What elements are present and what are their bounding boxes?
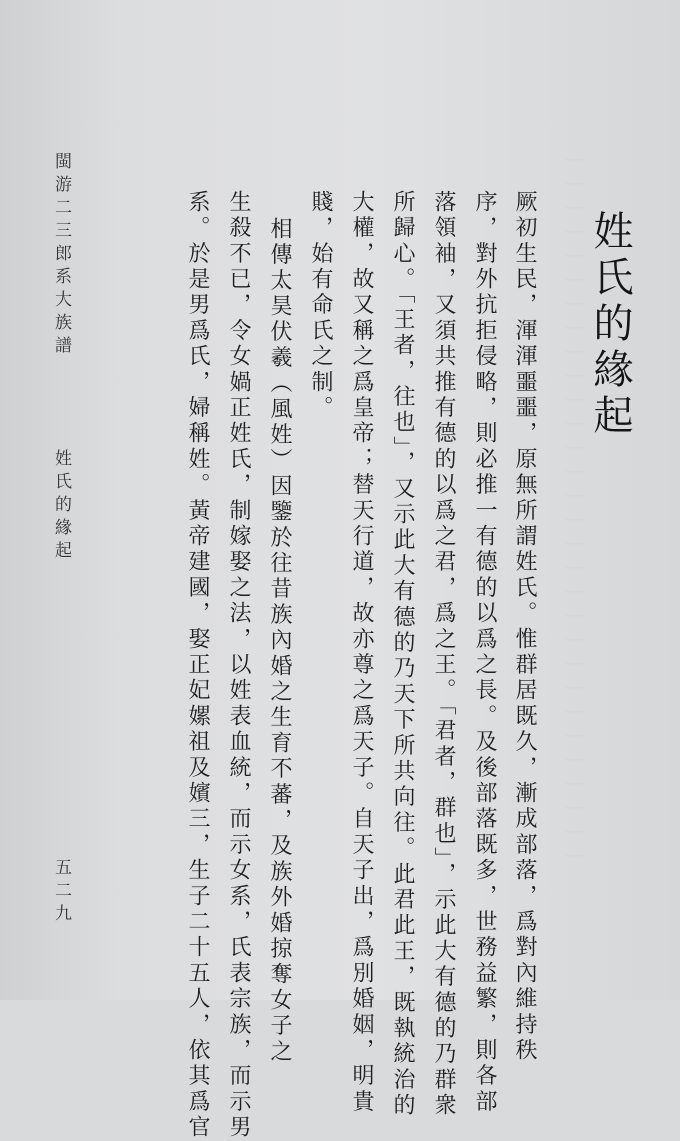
book-title: 閩游二三郎系大族譜: [51, 152, 71, 359]
body-column-4: 所歸心。「王者，往也」，又示此大有德的乃天下所共向往。此君此王，既執統治的: [390, 190, 415, 1119]
body-column-6: 賤，始有命氏之制。: [308, 190, 333, 422]
body-column-9: 系。於是男爲氏，婦稱姓。黃帝建國，娶正妃嫘祖及嬪三，生子二十五人，依其爲官: [185, 190, 210, 1141]
body-column-1: 厥初生民，渾渾噩噩，原無所謂姓氏。惟群居既久，漸成部落，爲對內維持秩: [512, 190, 537, 1064]
body-column-2: 序，對外抗拒侵略，則必推一有德的以爲之長。及後部落既多，世務益繁，則各部: [472, 190, 497, 1116]
body-column-5: 大權，故又稱之爲皇帝；替天行道，故亦尊之爲天子。自天子出，爲別婚姻，明貴: [349, 190, 374, 1116]
page-number: 五二九: [51, 858, 71, 927]
body-column-8: 生殺不已，令女媧正姓氏，制嫁娶之法，以姓表血統，而示女系，氏表宗族，而示男: [226, 190, 251, 1141]
body-column-7: 相傳太昊伏羲（風姓）因鑒於往昔族內婚之生育不蕃，及族外婚掠奪女子之: [267, 217, 292, 1066]
section-title: 姓氏的緣起: [51, 449, 71, 564]
page-title: 姓氏的緣起: [587, 210, 633, 440]
bleed-through-texture: ｜｜｜｜｜｜｜｜｜｜｜｜｜｜｜｜｜｜｜｜｜｜｜｜｜｜｜｜｜｜: [562, 150, 586, 870]
body-column-3: 落領袖，又須共推有德的以爲之君，爲之王。「君者，群也」，示此大有德的乃群衆: [431, 190, 456, 1119]
